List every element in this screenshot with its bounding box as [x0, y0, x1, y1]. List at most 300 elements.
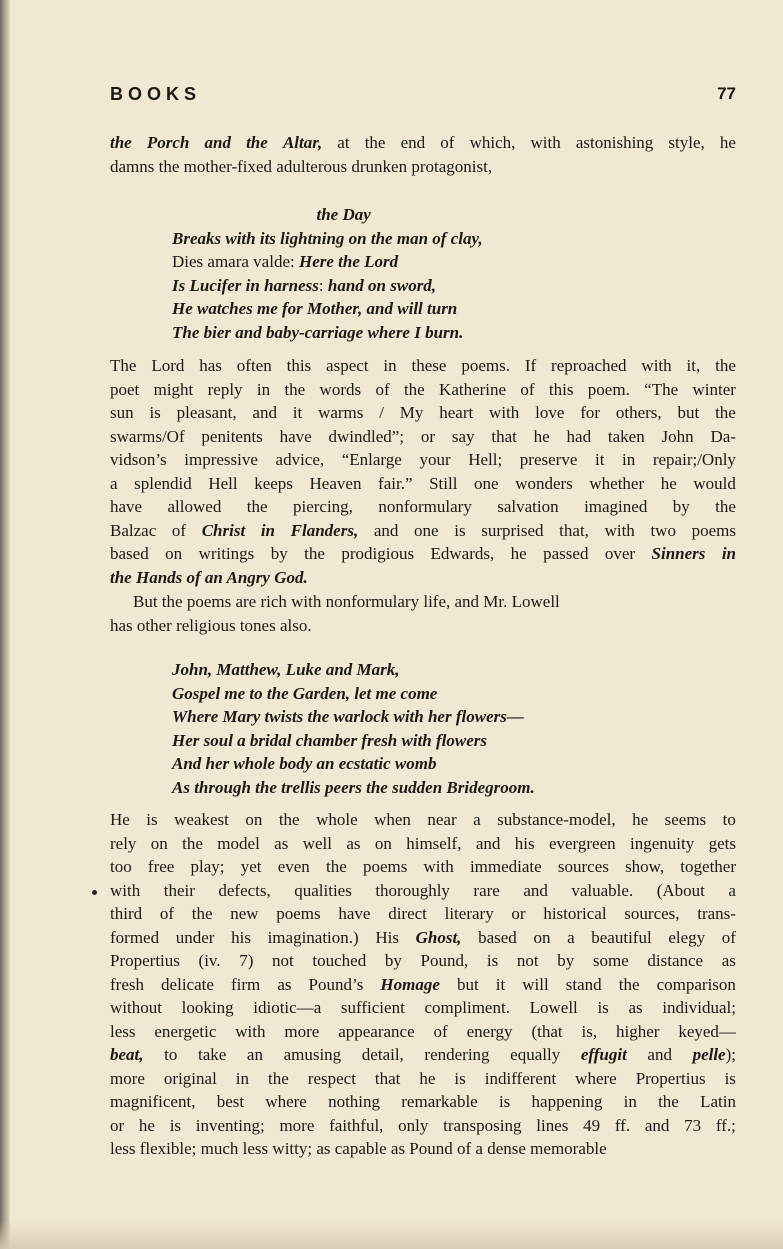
word: sun: [110, 403, 134, 422]
page-bottom-shadow: [0, 1219, 783, 1249]
word: is: [149, 403, 161, 422]
word: Pound’s: [308, 974, 364, 994]
word: valuable.: [571, 880, 634, 900]
word: Hell;: [468, 450, 503, 469]
word: have: [110, 497, 143, 516]
word: individual;: [662, 998, 736, 1017]
word: as: [628, 998, 643, 1017]
word: is: [486, 951, 499, 970]
text-line: [110, 808, 736, 832]
word: he: [510, 544, 527, 563]
text-run: :: [318, 275, 328, 295]
word: by: [384, 951, 402, 970]
word: with: [604, 520, 635, 540]
word: Katherine: [439, 379, 507, 399]
text-line: [110, 1114, 736, 1138]
verse-line: [172, 321, 692, 345]
word: new: [230, 904, 259, 923]
word: wonders: [515, 473, 573, 493]
word: is: [498, 1092, 511, 1111]
text-line: [110, 1020, 736, 1044]
word: imagined: [584, 497, 648, 516]
word: Heaven: [309, 473, 362, 493]
margin-mark: [92, 890, 97, 895]
word: swarms/Of: [110, 426, 185, 446]
word: rare: [473, 880, 500, 900]
word: splendid: [134, 473, 192, 493]
word: piercing,: [292, 497, 353, 516]
text-line: [110, 542, 736, 566]
word: 7): [239, 951, 254, 970]
text-line: [110, 973, 736, 997]
word: in: [721, 544, 736, 563]
word: say: [451, 426, 475, 446]
text-run: Where Mary twists the warlock with her flowers—: [172, 707, 524, 726]
word: energetic: [154, 1021, 217, 1041]
word: he: [660, 473, 677, 493]
word: warms: [318, 403, 364, 422]
word: vidson’s: [110, 450, 167, 469]
word: astonishing: [575, 133, 654, 152]
section-title: BOOKS: [110, 84, 202, 104]
word: end: [400, 133, 426, 152]
word: not: [272, 951, 294, 970]
word: the: [191, 904, 213, 923]
text-run: But the poems are rich with nonformulary life, and Mr. Lowell: [133, 592, 560, 611]
word: sufficient: [340, 998, 405, 1017]
text-line: [110, 448, 736, 472]
text-run: Here the Lord: [298, 252, 399, 271]
word: as: [274, 833, 289, 853]
word: stand: [565, 974, 602, 994]
word: this: [548, 379, 574, 399]
word: and: [644, 1115, 670, 1135]
word: it,: [686, 356, 701, 375]
word: their: [163, 880, 195, 900]
word: the: [325, 857, 347, 876]
word: is,: [581, 1021, 598, 1041]
word: poems: [362, 857, 408, 876]
word: is: [724, 1068, 736, 1088]
word: effugit: [580, 1045, 627, 1064]
word: the: [618, 974, 640, 994]
word: advice,: [275, 450, 325, 469]
word: of: [433, 1021, 448, 1041]
word: Homage: [380, 974, 440, 994]
verse-line: [172, 274, 692, 298]
word: poems.: [461, 356, 510, 375]
word: Balzac: [110, 520, 157, 540]
word: firm: [230, 974, 261, 994]
word: it: [594, 450, 605, 469]
word: or: [110, 1115, 125, 1135]
word: and: [523, 880, 548, 900]
word: at: [337, 133, 350, 152]
word: the: [364, 133, 386, 152]
text-line: [110, 472, 736, 496]
word: he: [419, 1068, 436, 1088]
text-line: [110, 902, 736, 926]
word: comparison: [656, 974, 736, 994]
word: more: [110, 1068, 145, 1088]
word: or: [420, 426, 436, 446]
word: (About: [656, 880, 705, 900]
word: to: [722, 810, 736, 829]
word: whole: [316, 810, 358, 829]
verse-line: [172, 250, 692, 274]
word: with: [110, 880, 141, 900]
word: one: [414, 520, 439, 540]
verse-line: [172, 729, 692, 753]
word: ff.;: [715, 1115, 736, 1135]
word: more: [279, 1115, 315, 1135]
word: rely: [110, 833, 137, 853]
word: energy: [466, 1021, 513, 1041]
page-number: 77: [717, 84, 736, 103]
word: is: [454, 1068, 466, 1088]
verse-excerpt-one: [172, 203, 692, 344]
word: nonformulary: [378, 497, 472, 516]
text-line: [110, 926, 736, 950]
word: elegy: [668, 927, 706, 947]
word: more: [284, 1021, 320, 1041]
word: himself,: [406, 833, 462, 853]
word: surprised: [481, 520, 544, 540]
text-line: [110, 1067, 736, 1091]
word: words: [319, 379, 362, 399]
word: the: [304, 544, 325, 563]
text-line: [110, 879, 736, 903]
word: is: [454, 520, 466, 540]
word: Propertius: [110, 951, 180, 970]
word: as: [277, 974, 292, 994]
word: John: [661, 426, 694, 446]
word: only: [398, 1115, 429, 1135]
word: a: [473, 810, 481, 829]
word: of: [440, 133, 455, 152]
word: the: [182, 833, 203, 853]
word: passed: [543, 544, 589, 563]
word: best: [216, 1092, 245, 1111]
word: 73: [684, 1115, 702, 1135]
word: remarkable: [401, 1092, 478, 1111]
word: gets: [708, 833, 736, 853]
word: but: [677, 403, 700, 422]
word: respect: [307, 1068, 356, 1088]
word: keyed—: [678, 1021, 736, 1041]
word: beautiful: [591, 927, 652, 947]
word: My: [399, 403, 424, 422]
verse-line: [172, 203, 692, 227]
word: it: [495, 974, 506, 994]
word: the: [658, 1092, 679, 1111]
word: literary: [444, 904, 494, 923]
word: it: [292, 403, 303, 422]
word: others,: [615, 403, 662, 422]
text-run: Dies amara valde:: [172, 252, 299, 271]
word: a: [110, 473, 118, 493]
word: had: [566, 426, 592, 446]
word: preserve: [519, 450, 578, 469]
word: “Enlarge: [341, 450, 402, 469]
word: in: [623, 1092, 637, 1111]
word: over: [604, 544, 636, 563]
word: faithful,: [329, 1115, 384, 1135]
word: a: [567, 927, 575, 947]
word: distance: [647, 951, 704, 970]
word: where: [265, 1092, 307, 1111]
word: transposing: [443, 1115, 522, 1135]
word: that: [374, 1068, 401, 1088]
word: less: [110, 1021, 136, 1041]
word: looking: [181, 998, 234, 1017]
word: indifferent: [484, 1068, 557, 1088]
word: dwindled”;: [328, 426, 405, 446]
word: or: [511, 904, 526, 923]
word: he: [719, 133, 736, 152]
word: qualities: [294, 880, 352, 900]
word: that,: [559, 520, 589, 540]
word: love: [535, 403, 565, 422]
verse-line: [172, 752, 692, 776]
word: in: [235, 1068, 250, 1088]
paragraph-intro: [110, 131, 736, 178]
word: a: [728, 880, 736, 900]
word: as: [346, 833, 361, 853]
word: fresh: [110, 974, 144, 994]
word: under: [175, 927, 215, 947]
word: third: [110, 904, 143, 923]
word: might: [153, 379, 194, 399]
verse-excerpt-two: [172, 658, 692, 799]
text-line: [110, 590, 736, 614]
word: this: [286, 356, 312, 375]
text-line: [110, 1090, 736, 1114]
word: the: [278, 810, 300, 829]
text-run: Gospel me to the Garden, let me come: [172, 683, 438, 703]
word: He: [110, 810, 130, 829]
verse-line: [172, 776, 692, 800]
word: historical: [543, 904, 607, 923]
word: model: [217, 833, 260, 853]
text-line: [110, 378, 736, 402]
word: on: [165, 544, 183, 563]
word: rendering: [424, 1045, 490, 1064]
text-line: [110, 566, 736, 590]
word: Da-: [710, 426, 736, 446]
word: whether: [589, 473, 645, 493]
word: of: [520, 379, 535, 399]
word: an: [246, 1045, 263, 1064]
word: and: [373, 520, 399, 540]
word: /: [379, 403, 384, 422]
word: some: [592, 951, 629, 970]
word: near: [427, 810, 457, 829]
word: based: [110, 544, 149, 563]
word: winter: [692, 379, 736, 399]
page-binding-edge: [0, 0, 10, 1249]
word: he: [533, 426, 550, 446]
word: he: [632, 810, 649, 829]
text-line: [110, 425, 736, 449]
word: touched: [312, 951, 367, 970]
text-line: [110, 155, 736, 179]
word: by: [672, 497, 690, 516]
word: Christ: [201, 520, 246, 540]
text-run: The bier and baby-carriage where I burn.: [172, 322, 464, 342]
word: on: [374, 833, 392, 853]
word: the: [110, 133, 132, 152]
paragraph-three: [110, 590, 736, 637]
text-run: As through the trellis peers the sudden Bridegroom.: [172, 777, 535, 797]
word: ff.: [614, 1115, 631, 1135]
word: have: [338, 904, 371, 923]
word: with: [530, 133, 561, 152]
word: poet: [110, 379, 140, 399]
word: not: [516, 951, 539, 970]
word: show,: [625, 857, 665, 876]
word: poems: [276, 904, 321, 923]
verse-line: [172, 227, 692, 251]
word: equally: [510, 1045, 561, 1064]
word: of: [375, 379, 390, 399]
word: appearance: [338, 1021, 415, 1041]
word: pleasant,: [176, 403, 237, 422]
word: defects,: [218, 880, 271, 900]
text-line: [110, 949, 736, 973]
word: Latin: [700, 1092, 736, 1111]
word: allowed: [167, 497, 222, 516]
word: keeps: [254, 473, 293, 493]
word: one: [474, 473, 499, 493]
text-run: damns the mother-fixed adulterous drunken protagonist,: [110, 156, 493, 176]
verse-line: [172, 297, 692, 321]
word: is: [146, 810, 158, 829]
text-line: [110, 519, 736, 543]
word: higher: [615, 1021, 660, 1041]
word: Porch: [146, 133, 190, 152]
word: impressive: [184, 450, 258, 469]
word: but: [456, 974, 479, 994]
word: where: [575, 1068, 617, 1088]
text-line: [110, 354, 736, 378]
text-line: [110, 832, 736, 856]
word: happening: [531, 1092, 603, 1111]
word: even: [277, 857, 310, 876]
word: If: [524, 356, 537, 375]
word: magnificent,: [110, 1092, 196, 1111]
word: taken: [607, 426, 645, 446]
word: aspect: [326, 356, 369, 375]
word: detail,: [361, 1045, 404, 1064]
verse-line: [172, 658, 692, 682]
word: and: [475, 833, 501, 853]
text-run: hand on sword,: [327, 275, 437, 295]
word: Ghost,: [415, 927, 462, 947]
verse-line: [172, 682, 692, 706]
word: will: [522, 974, 549, 994]
word: repair;/Only: [652, 450, 736, 469]
word: writings: [198, 544, 255, 563]
word: in: [256, 379, 271, 399]
word: on: [533, 927, 551, 947]
word: his: [231, 927, 251, 947]
word: beat,: [110, 1045, 144, 1064]
paragraph-four: [110, 808, 736, 1161]
word: pelle);: [692, 1045, 736, 1064]
word: reproached: [551, 356, 627, 375]
text-run: And her whole body an ecstatic womb: [172, 754, 437, 773]
word: idiotic—a: [253, 998, 322, 1017]
word: lines: [536, 1115, 569, 1135]
word: with: [489, 403, 520, 422]
text-run: He watches me for Mother, and will turn: [172, 299, 458, 318]
word: immediate: [469, 857, 542, 876]
word: sources,: [624, 904, 680, 923]
word: His: [375, 927, 399, 947]
word: by: [557, 951, 575, 970]
word: as: [721, 951, 736, 970]
text-line: [110, 1043, 736, 1067]
text-line: [110, 495, 736, 519]
word: Lowell: [529, 998, 578, 1017]
word: of: [721, 927, 736, 947]
word: with: [641, 356, 672, 375]
word: amusing: [283, 1045, 342, 1064]
word: poem.: [587, 379, 630, 399]
word: and: [647, 1045, 672, 1064]
text-run: has other religious tones also.: [110, 615, 312, 635]
word: the: [268, 1068, 289, 1088]
word: well: [302, 833, 332, 853]
word: the: [715, 356, 736, 375]
word: the: [284, 379, 306, 399]
word: with: [423, 857, 454, 876]
word: original: [163, 1068, 217, 1088]
word: take: [197, 1045, 227, 1064]
text-run: less flexible; much less witty; as capable as Pound of a dense memorable: [110, 1139, 607, 1158]
word: Pound,: [420, 951, 469, 970]
verse-line: [172, 705, 692, 729]
text-run: John, Matthew, Luke and Mark,: [172, 660, 400, 679]
word: direct: [388, 904, 427, 923]
word: the: [246, 497, 268, 516]
word: the: [715, 497, 736, 516]
text-line: [110, 131, 736, 155]
paragraph-two: [110, 354, 736, 589]
word: heart: [439, 403, 474, 422]
text-run: Breaks with its lightning on the man of clay,: [172, 228, 483, 248]
word: delicate: [161, 974, 214, 994]
word: have: [279, 426, 312, 446]
word: that: [491, 426, 517, 446]
word: Flanders,: [290, 520, 359, 540]
word: 49: [583, 1115, 601, 1135]
word: prodigious: [341, 544, 415, 563]
word: yet: [240, 857, 262, 876]
word: would: [693, 473, 736, 493]
word: formed: [110, 927, 160, 947]
word: the: [246, 133, 268, 152]
word: Still: [429, 473, 458, 493]
text-line: [110, 996, 736, 1020]
word: substance-model,: [497, 810, 616, 829]
word: to: [164, 1045, 178, 1064]
word: Lord: [151, 356, 185, 375]
word: is: [597, 998, 609, 1017]
word: Sinners: [651, 544, 706, 563]
word: which,: [469, 133, 516, 152]
